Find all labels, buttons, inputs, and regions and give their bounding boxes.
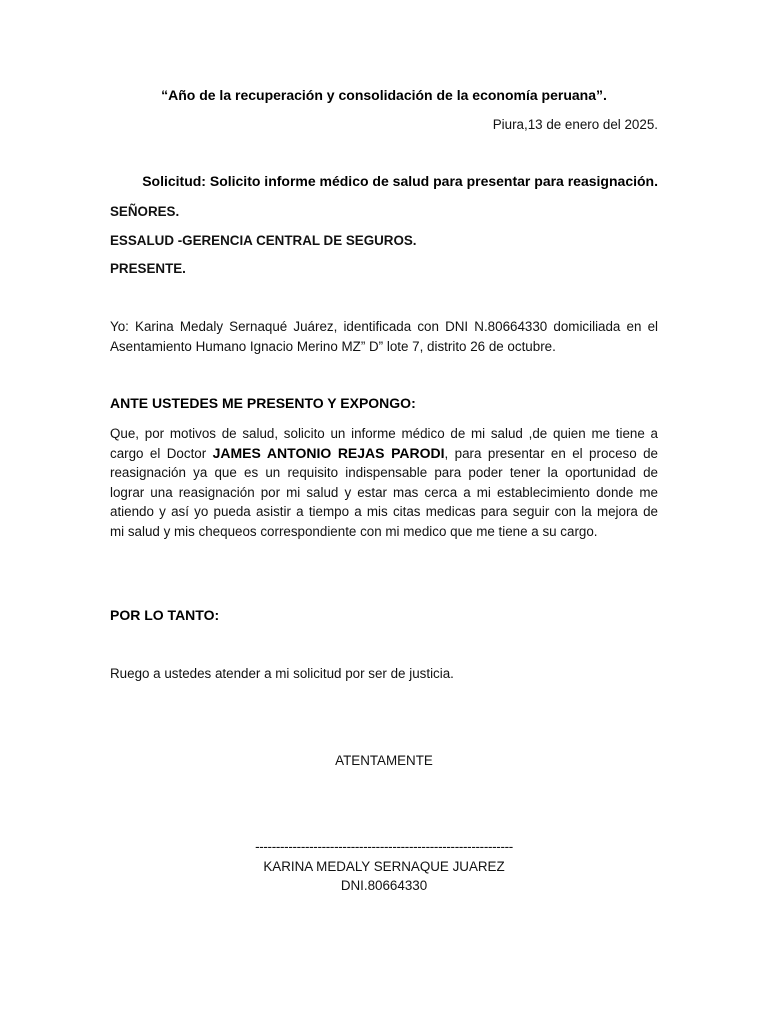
closing-text: ATENTAMENTE xyxy=(335,753,433,768)
signature-line: -------------------------------------------------------------- xyxy=(255,839,513,854)
body-line-2-post: , para presentar en el proceso de xyxy=(444,445,658,461)
body-line-2 xyxy=(110,444,658,464)
signer-id: DNI.80664330 xyxy=(340,878,428,893)
request-line: Ruego a ustedes atender a mi solicitud por ser de justicia. xyxy=(110,666,454,681)
body-line-1: Que, por motivos de salud, solicito un informe médico de mi salud ,de quien me tiene a xyxy=(110,426,658,441)
signer-name: KARINA MEDALY SERNAQUE JUAREZ xyxy=(263,859,505,874)
body-line-4: lograr una reasignación por mi salud y estar mas cerca a mi establecimiento donde me xyxy=(110,484,658,500)
year-motto: “Año de la recuperación y consolidación de la economía peruana”. xyxy=(161,87,607,103)
expose-heading: ANTE USTEDES ME PRESENTO Y EXPONGO: xyxy=(110,395,416,411)
body-line-2-pre: cargo el Doctor xyxy=(110,445,213,461)
intro-paragraph xyxy=(110,317,658,356)
doctor-name: JAMES ANTONIO REJAS PARODI xyxy=(212,444,445,461)
intro-line-1: Yo: Karina Medaly Sernaqué Juárez, identificada con DNI N.80664330 domiciliada en el xyxy=(110,319,658,334)
subject-line: Solicitud: Solicito informe médico de salud para presentar para reasignación. xyxy=(142,173,658,189)
body-line-6: mi salud y mis chequeos correspondiente con mi medico que me tiene a su cargo. xyxy=(110,523,598,539)
intro-line-2: Asentamiento Humano Ignacio Merino MZ” D” lote 7, distrito 26 de octubre. xyxy=(110,338,556,354)
addressee-line-3: PRESENTE. xyxy=(110,261,186,276)
addressee-line-2: ESSALUD -GERENCIA CENTRAL DE SEGUROS. xyxy=(110,233,417,248)
place-date: Piura,13 de enero del 2025. xyxy=(492,117,658,132)
body-line-5: atiendo y así yo pueda asistir a tiempo a mis citas medicas para seguir con la mejora de xyxy=(110,504,658,519)
therefore-heading: POR LO TANTO: xyxy=(110,607,220,623)
addressee-line-1: SEÑORES. xyxy=(110,204,180,219)
body-paragraph xyxy=(110,424,658,541)
body-line-3: reasignación ya que es un requisito indispensable para poder tener la oportunidad de xyxy=(110,465,658,480)
